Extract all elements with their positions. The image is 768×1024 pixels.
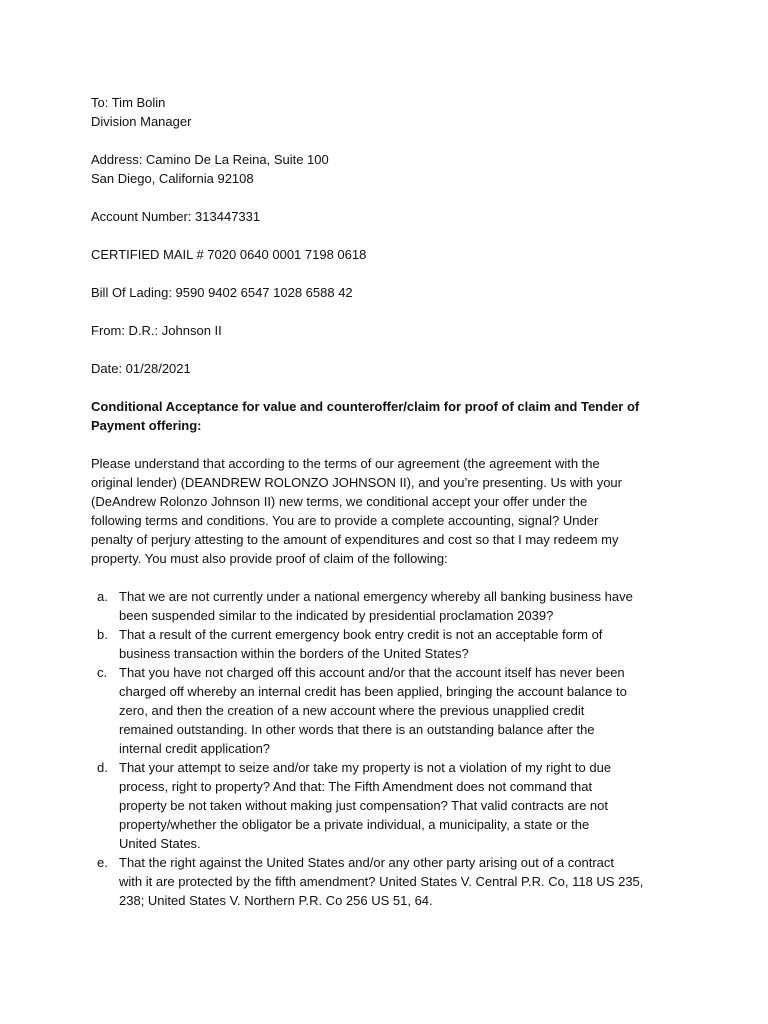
list-item-line: charged off whereby an internal credit has been applied, bringing the account balance to <box>119 684 627 699</box>
list-marker: b. <box>97 627 108 642</box>
list-item-line: 238; United States V. Northern P.R. Co 256 US 51, 64. <box>119 893 433 908</box>
list-item-line: business transaction within the borders of the United States? <box>119 646 469 661</box>
list-item-line: United States. <box>119 836 201 851</box>
list-marker: a. <box>97 589 108 604</box>
intro-line: following terms and conditions. You are to provide a complete accounting, signal? Under <box>91 513 599 528</box>
heading-line-2: Payment offering: <box>91 418 202 433</box>
recipient-name: To: Tim Bolin <box>91 95 166 110</box>
list-item <box>91 853 671 910</box>
recipient-title: Division Manager <box>91 114 192 129</box>
list-item-line: That a result of the current emergency book entry credit is not an acceptable form of <box>119 627 603 642</box>
intro-line: Please understand that according to the terms of our agreement (the agreement with the <box>91 456 600 471</box>
list-item <box>91 625 671 663</box>
list-item-line: with it are protected by the fifth amendment? United States V. Central P.R. Co, 118 US 235, <box>119 874 644 889</box>
bill-of-lading-line: Bill Of Lading: 9590 9402 6547 1028 6588 42 <box>91 285 353 300</box>
intro-line: property. You must also provide proof of claim of the following: <box>91 551 448 566</box>
list-item-line: That you have not charged off this account and/or that the account itself has never been <box>119 665 625 680</box>
bill-of-lading <box>91 283 671 302</box>
address-line-2: San Diego, California 92108 <box>91 171 254 186</box>
list-item-line: That your attempt to seize and/or take my property is not a violation of my right to due <box>119 760 612 775</box>
terms-list <box>91 587 671 910</box>
intro-line: (DeAndrew Rolonzo Johnson II) new terms, we conditional accept your offer under the <box>91 494 588 509</box>
list-marker: d. <box>97 760 108 775</box>
list-item-line: internal credit application? <box>119 741 271 756</box>
list-item-line: been suspended similar to the indicated by presidential proclamation 2039? <box>119 608 554 623</box>
sender-line: From: D.R.: Johnson II <box>91 323 222 338</box>
list-item-line: That the right against the United States and/or any other party arising out of a contract <box>119 855 615 870</box>
list-item <box>91 758 671 853</box>
list-item-line: That we are not currently under a national emergency whereby all banking business have <box>119 589 633 604</box>
heading-line-1: Conditional Acceptance for value and counteroffer/claim for proof of claim and Tender of <box>91 399 640 414</box>
sender <box>91 321 671 340</box>
certified-mail-line: CERTIFIED MAIL # 7020 0640 0001 7198 0618 <box>91 247 367 262</box>
list-item <box>91 663 671 758</box>
intro-line: original lender) (DEANDREW ROLONZO JOHNSON II), and you’re presenting. Us with your <box>91 475 622 490</box>
account-number <box>91 207 671 226</box>
certified-mail <box>91 245 671 264</box>
intro-paragraph <box>91 454 671 568</box>
recipient-block <box>91 93 671 131</box>
list-item-line: property be not taken without making just compensation? That valid contracts are not <box>119 798 608 813</box>
list-item-line: remained outstanding. In other words that there is an outstanding balance after the <box>119 722 595 737</box>
intro-line: penalty of perjury attesting to the amount of expenditures and cost so that I may redeem my <box>91 532 619 547</box>
address-block <box>91 150 671 188</box>
date-line: Date: 01/28/2021 <box>91 361 191 376</box>
letter-page <box>91 93 671 910</box>
list-item-line: zero, and then the creation of a new account where the previous unapplied credit <box>119 703 585 718</box>
account-number-line: Account Number: 313447331 <box>91 209 261 224</box>
letter-heading <box>91 397 671 435</box>
letter-date <box>91 359 671 378</box>
list-item-line: property/whether the obligator be a private individual, a municipality, a state or the <box>119 817 590 832</box>
list-item-line: process, right to property? And that: The Fifth Amendment does not command that <box>119 779 593 794</box>
address-line-1: Address: Camino De La Reina, Suite 100 <box>91 152 329 167</box>
list-item <box>91 587 671 625</box>
list-marker: c. <box>97 665 108 680</box>
list-marker: e. <box>97 855 108 870</box>
